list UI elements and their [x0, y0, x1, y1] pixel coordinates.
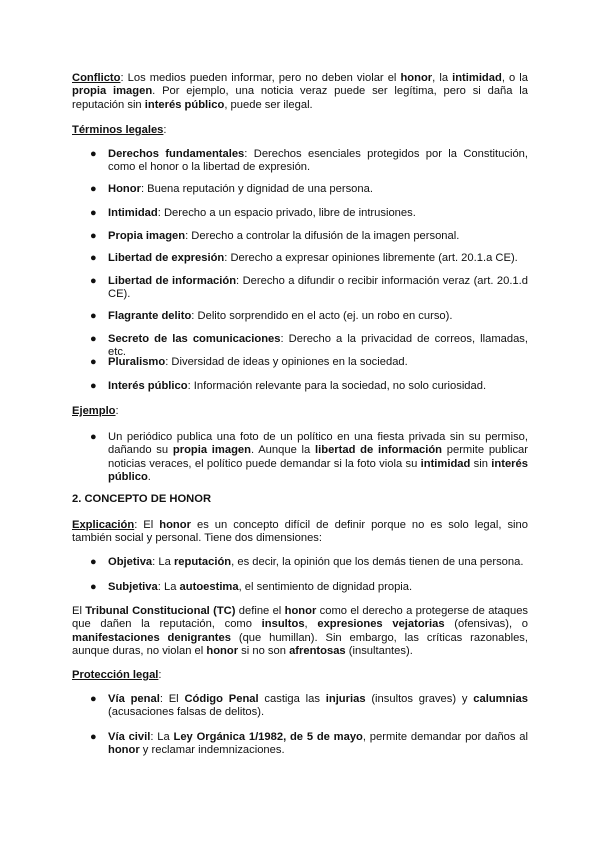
- via-penal-bold-codigo: Código Penal: [184, 693, 259, 705]
- term-item-pluralismo: [108, 356, 528, 369]
- term-desc: : Derecho a difundir o recibir información veraz (art. 20.1.d CE).: [108, 275, 528, 301]
- bullet-icon: ●: [90, 252, 97, 264]
- conflicto-text-5: , puede ser ilegal.: [224, 98, 313, 111]
- term-label: Intimidad: [108, 207, 158, 219]
- conflicto-bold-intimidad: intimidad: [452, 72, 502, 84]
- dimension-objetiva: [108, 556, 528, 569]
- ejemplo-bold-libertad-informacion: libertad de información: [315, 444, 443, 457]
- bullet-icon: ●: [90, 183, 97, 195]
- tc-text-4: (ofensivas), o: [444, 618, 529, 631]
- dimension-text-1: : La: [152, 556, 174, 568]
- tc-bold-manifestaciones: manifestaciones denigrantes: [72, 631, 231, 644]
- explicacion-text-2: es un concepto difícil de definir porque no es solo legal, sino también social y personal. Tiene dos dimensiones:: [72, 519, 528, 545]
- proteccion-heading-colon: :: [158, 669, 162, 681]
- conflicto-bold-honor: honor: [400, 72, 433, 84]
- tc-text-2: como el derecho a protegerse de ataques que dañen la reputación, como: [72, 605, 529, 631]
- term-desc: : Buena reputación y dignidad de una persona.: [140, 183, 373, 195]
- term-desc: : Delito sorprendido en el acto (ej. un robo en curso).: [191, 310, 453, 322]
- bullet-icon: ●: [90, 275, 97, 287]
- ejemplo-text-1: Un periódico publica una foto de un político en una fiesta privada sin su permiso, dañando su: [108, 431, 528, 457]
- conflicto-text-2: , la: [432, 72, 453, 84]
- conflicto-text-1: : Los medios pueden informar, pero no deben violar el: [120, 72, 401, 84]
- term-label: Flagrante delito: [108, 310, 192, 322]
- bullet-icon: ●: [90, 148, 97, 160]
- via-civil-bold-honor: honor: [108, 744, 140, 757]
- proteccion-heading-text: Protección legal: [72, 669, 159, 681]
- tc-bold-honor-2: honor: [206, 645, 239, 658]
- term-desc: : Derecho a controlar la difusión de la imagen personal.: [185, 230, 460, 242]
- dimension-text-1: : La: [157, 581, 180, 593]
- conflicto-paragraph: [72, 72, 528, 112]
- explicacion-bold-honor: honor: [159, 519, 191, 531]
- dimension-text-2: , el sentimiento de dignidad propia.: [238, 581, 413, 593]
- via-civil-text-1: : La: [150, 731, 174, 743]
- terminos-heading-colon: :: [163, 124, 167, 136]
- dimension-term: Objetiva: [108, 556, 153, 568]
- tc-text-6: si no son: [238, 645, 290, 658]
- dimension-bold: autoestima: [179, 581, 239, 593]
- dimension-subjetiva: [108, 581, 528, 594]
- via-penal-text-4: (acusaciones falsas de delitos).: [108, 706, 265, 719]
- tc-text-0: El: [72, 605, 86, 617]
- term-label: Derechos fundamentales: [108, 148, 245, 160]
- tc-text-1: define el: [235, 605, 285, 617]
- term-label: Propia imagen: [108, 230, 186, 242]
- term-item-honor: [108, 183, 528, 196]
- via-penal-text-1: : El: [159, 693, 185, 705]
- ejemplo-heading: [72, 405, 528, 418]
- bullet-icon: ●: [90, 207, 97, 219]
- explicacion-term: Explicación: [72, 519, 135, 531]
- term-item-intimidad: [108, 207, 528, 220]
- term-desc: : Derechos esenciales protegidos por la Constitución, como el honor o la libertad de expresión.: [108, 148, 528, 174]
- term-item-propia-imagen: [108, 230, 528, 243]
- via-penal-bold-injurias: injurias: [325, 693, 366, 705]
- term-item-interes-publico: [108, 380, 528, 393]
- dimension-bold: reputación: [173, 556, 232, 568]
- terminos-heading: [72, 124, 528, 137]
- bullet-icon: ●: [90, 693, 97, 705]
- via-penal-text-3: (insultos graves) y: [365, 693, 474, 705]
- ejemplo-text-2: . Aunque la: [250, 444, 316, 457]
- ejemplo-heading-colon: :: [115, 405, 119, 417]
- proteccion-heading: [72, 669, 528, 682]
- bullet-icon: ●: [90, 380, 97, 392]
- ejemplo-item: [108, 431, 528, 485]
- tc-paragraph: [72, 605, 528, 659]
- term-item-flagrante-delito: [108, 310, 528, 323]
- ejemplo-bold-intimidad: intimidad: [420, 457, 471, 470]
- bullet-icon: ●: [90, 731, 97, 743]
- term-item-libertad-expresion: [108, 252, 528, 265]
- term-label: Libertad de expresión: [108, 252, 225, 264]
- conflicto-bold-interes-publico: interés público: [144, 98, 225, 111]
- dimension-term: Subjetiva: [108, 581, 158, 593]
- explicacion-paragraph: [72, 519, 528, 546]
- via-penal-text-2: castiga las: [258, 693, 326, 705]
- term-label: Secreto de las comunicaciones: [108, 333, 281, 345]
- ejemplo-heading-text: Ejemplo: [72, 405, 116, 417]
- ejemplo-text-5: .: [147, 471, 151, 484]
- conflicto-text-3: , o la: [501, 72, 528, 84]
- term-desc: : Derecho a la privacidad de correos, llamadas, etc.: [108, 333, 529, 359]
- via-civil-text-2: , permite demandar por daños al: [362, 731, 528, 743]
- tc-text-3: ,: [304, 618, 318, 631]
- section-title: 2. CONCEPTO DE HONOR: [72, 493, 212, 505]
- conflicto-bold-propia-imagen: propia imagen: [72, 85, 153, 98]
- tc-bold-expresiones: expresiones vejatorias: [317, 618, 445, 631]
- via-civil-term: Vía civil: [108, 731, 151, 743]
- term-label: Interés público: [108, 380, 188, 392]
- term-label: Pluralismo: [108, 356, 166, 368]
- via-civil-item: [108, 731, 528, 758]
- via-civil-bold-ley: Ley Orgánica 1/1982, de 5 de mayo: [173, 731, 363, 743]
- bullet-icon: ●: [90, 230, 97, 242]
- tc-bold-insultos: insultos: [261, 618, 305, 631]
- bullet-icon: ●: [90, 556, 97, 568]
- bullet-icon: ●: [90, 310, 97, 322]
- bullet-icon: ●: [90, 356, 97, 368]
- term-label: Libertad de información: [108, 275, 237, 287]
- bullet-icon: ●: [90, 431, 97, 443]
- tc-bold-tribunal: Tribunal Constitucional (TC): [85, 605, 236, 617]
- ejemplo-bold-propia-imagen: propia imagen: [172, 444, 251, 457]
- via-penal-term: Vía penal: [108, 693, 160, 705]
- tc-text-5: (que humillan). Sin embargo, las críticas razonables, aunque duras, no violan el: [72, 631, 528, 658]
- term-desc: : Derecho a un espacio privado, libre de intrusiones.: [157, 207, 416, 219]
- term-item-derechos-fundamentales: [108, 148, 528, 175]
- via-penal-bold-calumnias: calumnias: [473, 693, 528, 705]
- bullet-icon: ●: [90, 581, 97, 593]
- via-penal-item: [108, 693, 528, 720]
- via-civil-text-3: y reclamar indemnizaciones.: [139, 744, 285, 757]
- conflicto-text-4: . Por ejemplo, una noticia veraz puede ser legítima, pero si daña la reputación sin: [72, 85, 528, 111]
- ejemplo-bold-interes-publico: interés público: [108, 457, 528, 484]
- term-item-libertad-informacion: [108, 275, 528, 302]
- ejemplo-text-3: permite publicar noticias veraces, el político puede demandar si la foto viola su: [108, 444, 528, 470]
- term-label: Honor: [108, 183, 141, 195]
- bullet-icon: ●: [90, 333, 97, 345]
- terminos-heading-text: Términos legales: [72, 124, 164, 136]
- explicacion-text-1: : El: [134, 519, 160, 531]
- dimension-text-2: , es decir, la opinión que los demás tienen de una persona.: [231, 556, 524, 568]
- tc-bold-honor: honor: [284, 605, 317, 617]
- term-desc: : Información relevante para la sociedad, no solo curiosidad.: [187, 380, 487, 392]
- tc-bold-afrentosas: afrentosas: [289, 645, 346, 658]
- ejemplo-text-4: sin: [470, 457, 492, 470]
- conflicto-term: Conflicto: [72, 72, 121, 84]
- term-desc: : Derecho a expresar opiniones libremente (art. 20.1.a CE).: [224, 252, 518, 264]
- term-desc: : Diversidad de ideas y opiniones en la sociedad.: [165, 356, 408, 368]
- tc-text-7: (insultantes).: [345, 645, 413, 658]
